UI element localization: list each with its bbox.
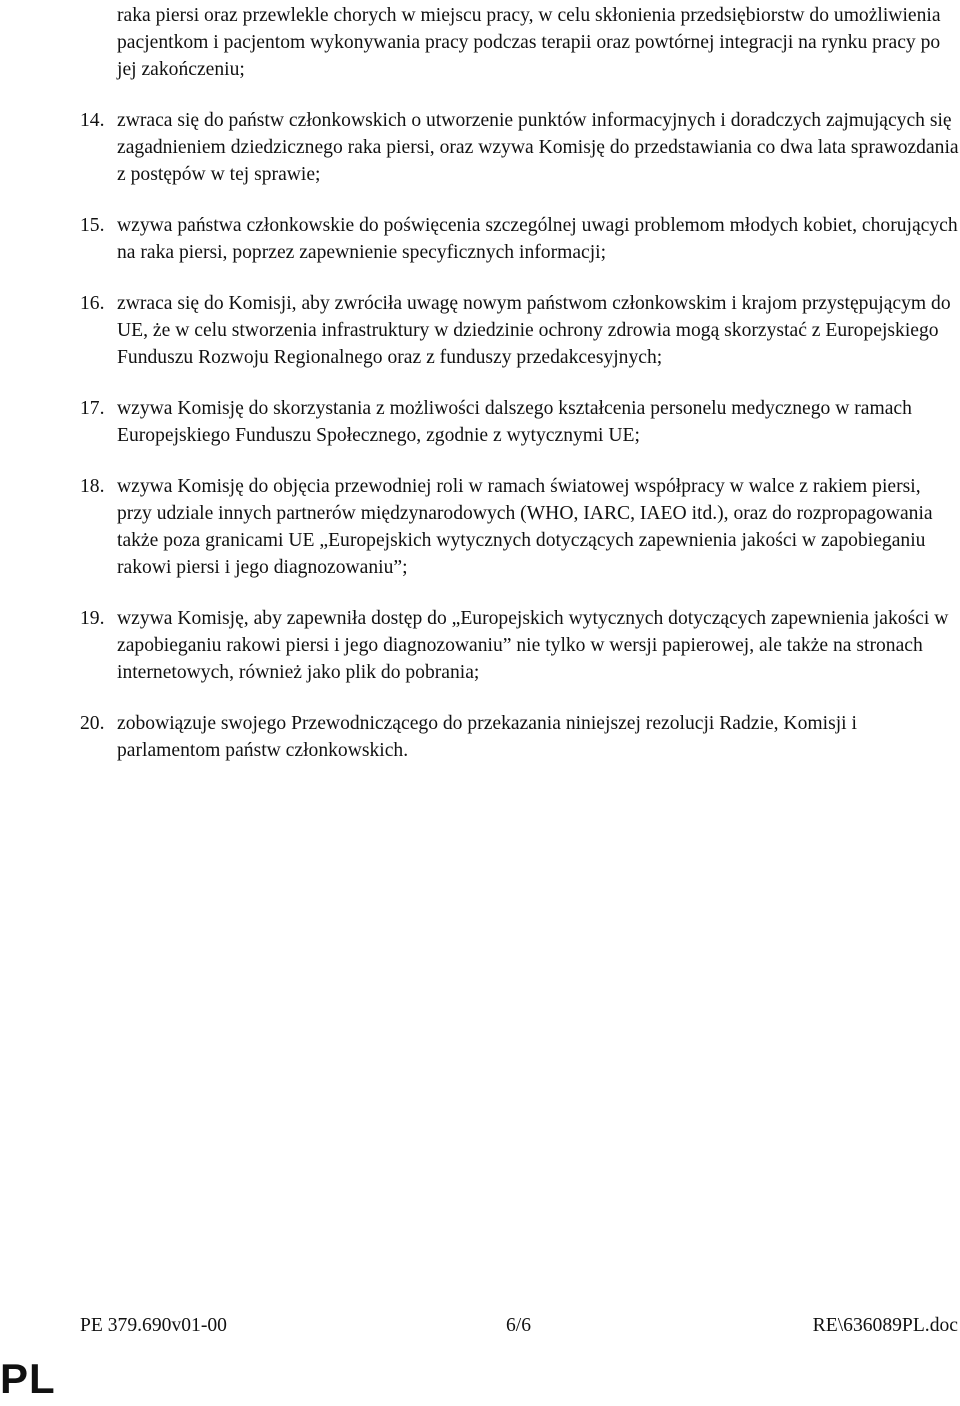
item-number: 16. [80,293,105,314]
resolution-item-17 [80,395,960,449]
item-text: zobowiązuje swojego Przewodniczącego do przekazania niniejszej rezolucji Radzie, Komisji i parlamentom państw członkowskich. [117,713,857,761]
item-number: 19. [80,608,105,629]
item-text: wzywa Komisję do objęcia przewodniej roli w ramach światowej współpracy w walce z rakiem piersi, przy udziale innych partnerów międzynarodowych (WHO, IARC, IAEO itd.), oraz do rozpropagowania także poza granicami UE „Europejskich wytycznych dotyczących zapewnienia jakości w zapobieganiu rakowi piersi i jego diagnozowaniu”; [117,476,933,578]
item-number: 20. [80,713,105,734]
page-number: 6/6 [506,1315,532,1336]
resolution-item-20 [80,710,960,764]
item-text: wzywa Komisję, aby zapewniła dostęp do „Europejskich wytycznych dotyczących zapewnienia jakości w zapobieganiu rakowi piersi i jego diagnozowaniu” nie tylko w wersji papierowej, ale także na stronach internetowych, również jako plik do pobrania; [117,608,949,683]
item-number: 17. [80,398,105,419]
resolution-item-16 [80,290,960,371]
resolution-item-18 [80,473,960,581]
item-number: 15. [80,215,105,236]
item-text: wzywa Komisję do skorzystania z możliwości dalszego kształcenia personelu medycznego w ramach Europejskiego Funduszu Społecznego, zgodnie z wytycznymi UE; [117,398,912,446]
item-text: wzywa państwa członkowskie do poświęcenia szczególnej uwagi problemom młodych kobiet, chorujących na raka piersi, poprzez zapewnienie specyficznych informacji; [117,215,958,263]
document-body [80,0,960,764]
page-footer [80,1312,958,1342]
resolution-item-15 [80,212,960,266]
continuation-paragraph: raka piersi oraz przewlekle chorych w miejscu pracy, w celu skłonienia przedsiębiorstw do umożliwienia pacjentkom i pacjentom wykonywania pracy podczas terapii oraz powtórnej integracji na rynku pracy po jej zakończeniu; [117,5,941,80]
item-text: zwraca się do państw członkowskich o utworzenie punktów informacyjnych i doradczych zajmujących się zagadnieniem dziedzicznego raka piersi, oraz wzywa Komisję do przedstawiania co dwa lata sprawozdania z postępów w tej sprawie; [117,110,959,185]
language-code: PL [0,1355,56,1402]
resolution-item-14 [80,107,960,188]
item-number: 14. [80,110,105,131]
resolution-item-19 [80,605,960,686]
item-number: 18. [80,476,105,497]
file-name: RE\636089PL.doc [812,1315,958,1336]
item-text: zwraca się do Komisji, aby zwróciła uwagę nowym państwom członkowskim i krajom przystępującym do UE, że w celu stworzenia infrastruktury w dziedzinie ochrony zdrowia mogą skorzystać z Europejskiego Funduszu Rozwoju Regionalnego oraz z funduszy przedakcesyjnych; [117,293,951,368]
document-reference: PE 379.690v01-00 [80,1315,227,1336]
